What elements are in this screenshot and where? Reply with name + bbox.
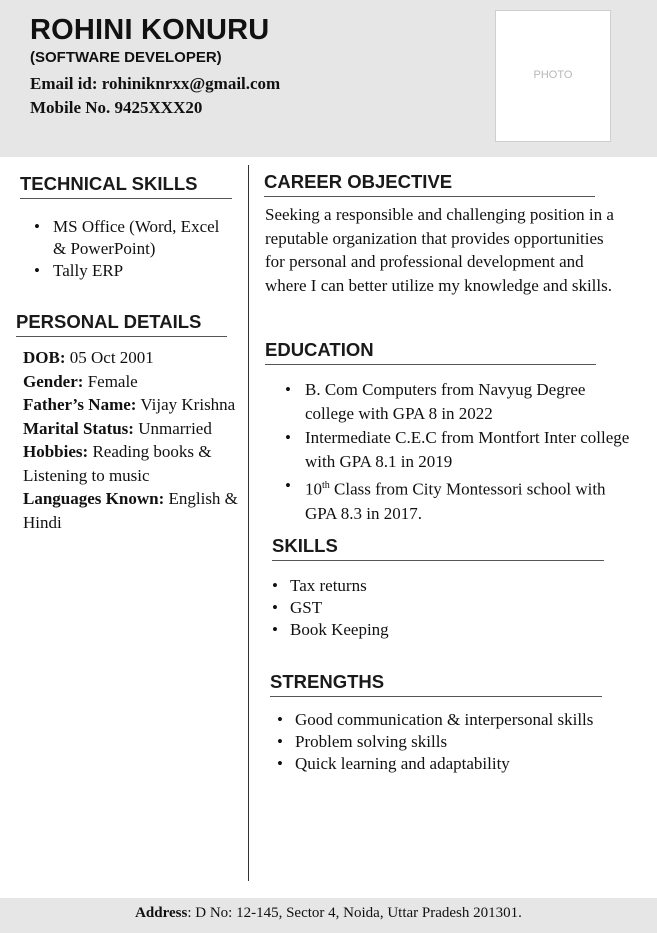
- candidate-title: (SOFTWARE DEVELOPER): [30, 49, 222, 66]
- detail-row-gender: [23, 370, 239, 394]
- list-item: • Quick learning and adaptability: [277, 753, 627, 775]
- detail-value: Vijay Krishna: [140, 395, 236, 414]
- resume-header: [0, 0, 657, 157]
- address-line: [0, 905, 657, 922]
- detail-label: DOB:: [23, 348, 66, 367]
- email-line: [30, 74, 280, 94]
- career-objective-text: Seeking a responsible and challenging position in a reputable organization that provides opportunities for personal and professional development and where I can better utilize my knowledge and skills.: [265, 205, 614, 295]
- list-item: • Book Keeping: [272, 619, 602, 641]
- list-item: • Tax returns: [272, 575, 602, 597]
- candidate-name: ROHINI KONURU: [30, 14, 270, 46]
- detail-value: Unmarried: [138, 418, 212, 438]
- list-item: • Problem solving skills: [277, 731, 627, 753]
- mobile-label: Mobile No.: [30, 98, 111, 117]
- resume-footer: [0, 898, 657, 933]
- detail-label: Hobbies:: [23, 442, 89, 461]
- education-list: [285, 378, 630, 526]
- education-heading: EDUCATION: [265, 339, 596, 365]
- mobile-value: 9425XXX20: [114, 98, 203, 117]
- detail-row-languages: [23, 487, 239, 534]
- email-value: rohiniknrxx@gmail.com: [101, 74, 281, 93]
- personal-details-heading: PERSONAL DETAILS: [16, 311, 227, 337]
- class-number: 10: [305, 479, 322, 499]
- detail-value: English & Hindi: [23, 489, 238, 532]
- strengths-heading: STRENGTHS: [270, 671, 602, 697]
- technical-skills-heading: TECHNICAL SKILLS: [20, 173, 232, 199]
- skills-heading: SKILLS: [272, 535, 604, 561]
- list-item: • Intermediate C.E.C from Montfort Inter college with GPA 8.1 in 2019: [285, 426, 630, 474]
- ordinal-suffix: th: [322, 480, 330, 491]
- detail-value: Female: [87, 371, 138, 391]
- email-label: Email id:: [30, 74, 98, 93]
- detail-row-hobbies: [23, 440, 239, 487]
- detail-row-father: [23, 393, 239, 417]
- class-detail: Class from City Montessori school with GPA 8.3 in 2017.: [305, 479, 606, 523]
- address-value: : D No: 12-145, Sector 4, Noida, Uttar Pradesh 201301.: [187, 905, 522, 921]
- list-item: • B. Com Computers from Navyug Degree college with GPA 8 in 2022: [285, 378, 630, 426]
- detail-row-dob: [23, 346, 239, 370]
- detail-label: Marital Status:: [23, 418, 134, 438]
- mobile-line: [30, 98, 202, 118]
- list-item: • Good communication & interpersonal skills: [277, 709, 627, 731]
- list-item: • GST: [272, 597, 602, 619]
- detail-value: Reading books & Listening to music: [23, 442, 212, 485]
- technical-skills-list: [23, 216, 233, 282]
- photo-label: PHOTO: [533, 69, 573, 81]
- list-item: • MS Office (Word, Excel & PowerPoint): [23, 216, 233, 260]
- detail-row-marital: [23, 417, 239, 441]
- list-item: • Tally ERP: [23, 260, 233, 282]
- detail-label: Father’s Name:: [23, 395, 137, 414]
- address-label: Address: [135, 905, 188, 921]
- career-objective-heading: CAREER OBJECTIVE: [264, 171, 595, 197]
- personal-details: [23, 346, 239, 534]
- list-item: [285, 474, 630, 526]
- detail-label: Languages Known:: [23, 489, 165, 508]
- detail-label: Gender:: [23, 371, 84, 391]
- strengths-list: [277, 709, 627, 775]
- photo-placeholder: [495, 10, 611, 142]
- column-divider: [248, 165, 249, 881]
- skills-list: [272, 575, 602, 641]
- detail-value: 05 Oct 2001: [69, 348, 154, 367]
